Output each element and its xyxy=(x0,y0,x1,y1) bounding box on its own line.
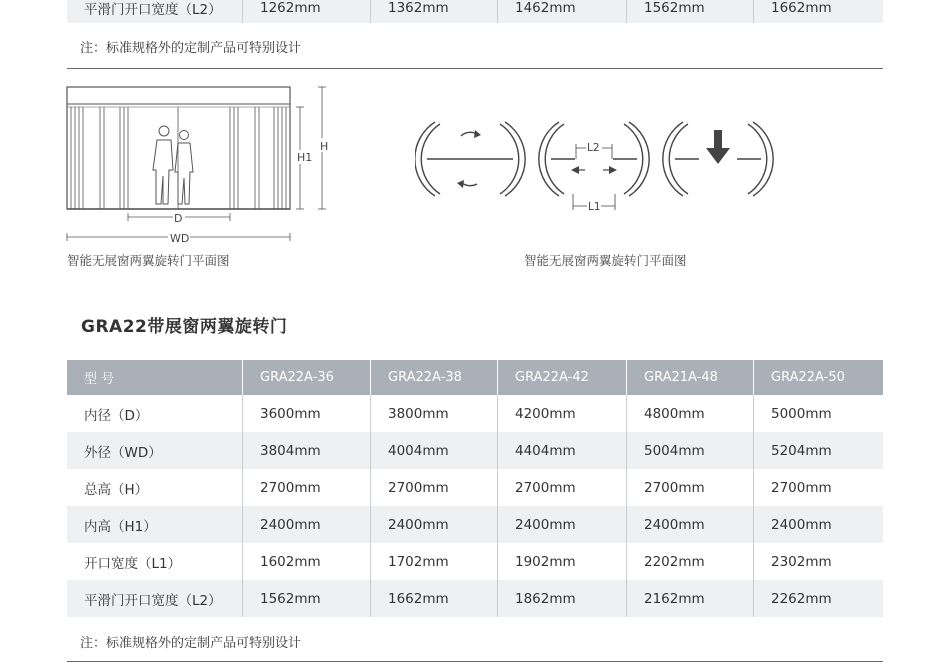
cell: 2700mm xyxy=(371,469,498,506)
top-note: 注：标准规格外的定制产品可特别设计 xyxy=(80,41,302,56)
cell: 2302mm xyxy=(771,553,832,570)
label-wd: WD xyxy=(170,232,190,245)
table-row xyxy=(67,543,883,580)
cell: 4200mm xyxy=(498,395,627,432)
cell: 2262mm xyxy=(771,590,832,607)
cell: 5000mm xyxy=(771,405,832,422)
cell: 1262mm xyxy=(243,0,371,23)
row-label: 开口宽度（L1） xyxy=(67,543,243,580)
header-cell: GRA22A-50 xyxy=(771,370,845,385)
cell: 2400mm xyxy=(371,506,498,543)
door-plan-diagrams xyxy=(415,108,775,218)
cell: 1702mm xyxy=(371,543,498,580)
spec-table-header xyxy=(67,360,883,395)
table-row xyxy=(67,432,883,469)
cell: 1902mm xyxy=(498,543,627,580)
row-label: 总高（H） xyxy=(67,469,243,506)
cell: 5004mm xyxy=(627,432,754,469)
cell: 3600mm xyxy=(243,395,371,432)
label-l1: L1 xyxy=(588,201,601,213)
row-label: 内径（D） xyxy=(67,395,243,432)
table-row xyxy=(67,580,883,617)
table-row xyxy=(67,469,883,506)
header-cell: GRA21A-48 xyxy=(627,360,754,395)
left-diagram-caption: 智能无展窗两翼旋转门平面图 xyxy=(67,253,230,268)
cell: 2700mm xyxy=(771,479,832,496)
cell: 2202mm xyxy=(627,543,754,580)
bottom-note: 注：标准规格外的定制产品可特别设计 xyxy=(80,636,302,651)
row-label: 内高（H1） xyxy=(67,506,243,543)
top-table-last-row xyxy=(67,0,883,23)
section-title: GRA22带展窗两翼旋转门 xyxy=(81,317,288,337)
cell: 4800mm xyxy=(627,395,754,432)
cell: 1862mm xyxy=(498,580,627,617)
cell: 2700mm xyxy=(243,469,371,506)
header-cell: 型 号 xyxy=(67,360,243,395)
cell: 1562mm xyxy=(627,0,754,23)
cell: 2162mm xyxy=(627,580,754,617)
cell: 2400mm xyxy=(243,506,371,543)
cell: 1662mm xyxy=(771,0,832,16)
door-elevation-diagram xyxy=(60,80,350,250)
cell: 1462mm xyxy=(498,0,627,23)
cell: 2400mm xyxy=(627,506,754,543)
cell: 2400mm xyxy=(498,506,627,543)
label-h1: H1 xyxy=(297,151,313,164)
cell: 2400mm xyxy=(771,516,832,533)
cell: 2700mm xyxy=(498,469,627,506)
cell: 1362mm xyxy=(371,0,498,23)
table-row xyxy=(67,395,883,432)
label-d: D xyxy=(174,212,183,225)
label-l2: L2 xyxy=(587,142,600,154)
cell: 1662mm xyxy=(371,580,498,617)
row-label: 外径（WD） xyxy=(67,432,243,469)
bottom-rule xyxy=(67,661,883,662)
header-cell: GRA22A-38 xyxy=(371,360,498,395)
people-figures xyxy=(153,126,193,204)
right-diagram-caption: 智能无展窗两翼旋转门平面图 xyxy=(524,253,687,268)
cell: 4004mm xyxy=(371,432,498,469)
header-cell: GRA22A-36 xyxy=(243,360,371,395)
cell: 5204mm xyxy=(771,442,832,459)
row-label: 平滑门开口宽度（L2） xyxy=(67,0,243,23)
cell: 2700mm xyxy=(627,469,754,506)
cell: 1562mm xyxy=(243,580,371,617)
cell: 4404mm xyxy=(498,432,627,469)
cell: 3800mm xyxy=(371,395,498,432)
cell: 1602mm xyxy=(243,543,371,580)
cell: 3804mm xyxy=(243,432,371,469)
header-cell: GRA22A-42 xyxy=(498,360,627,395)
top-rule xyxy=(67,68,883,69)
table-row xyxy=(67,506,883,543)
row-label: 平滑门开口宽度（L2） xyxy=(67,580,243,617)
label-h: H xyxy=(320,140,329,153)
